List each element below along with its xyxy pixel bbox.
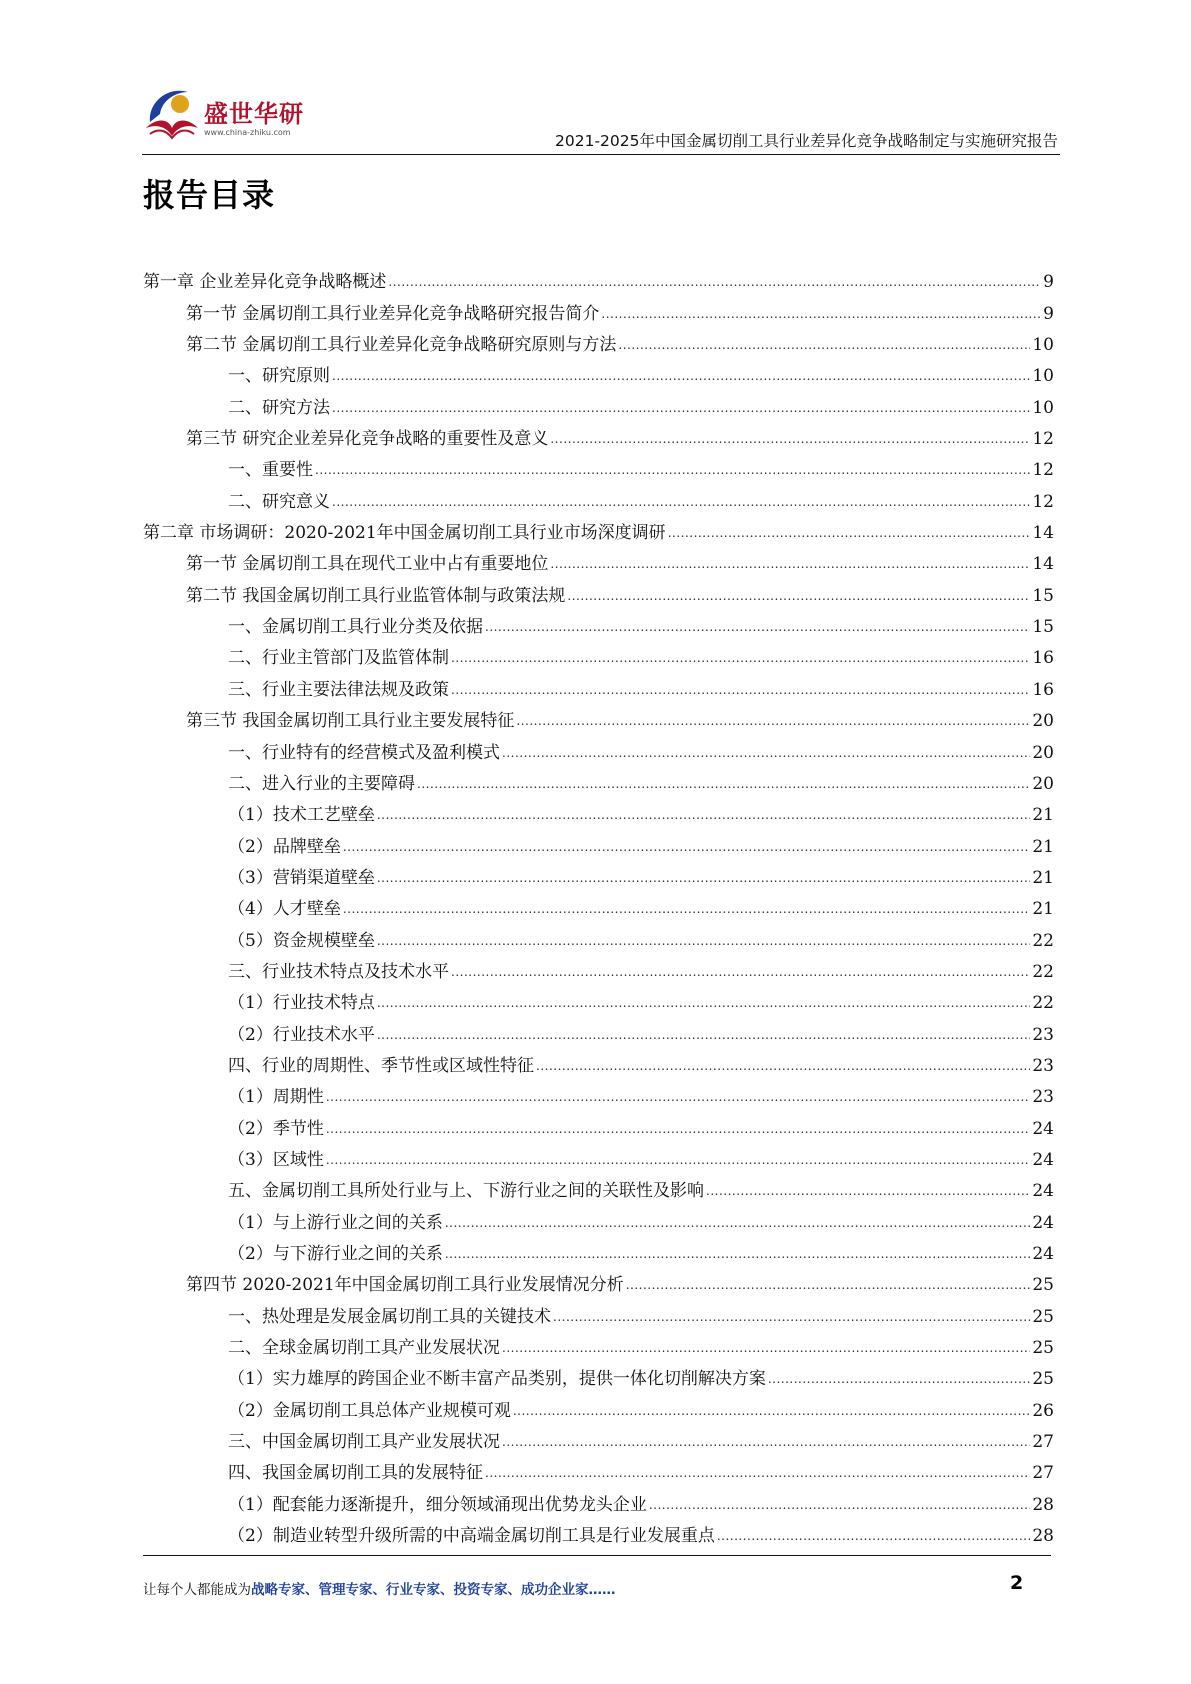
toc-leader-dots [326,1152,1031,1168]
toc-leader-dots [377,933,1031,949]
toc-entry[interactable] [143,732,1054,763]
toc-entry-label: 一、研究原则 [228,366,330,387]
footer-slogan-prefix: 让每个人都能成为 [143,1582,251,1598]
toc-entry[interactable] [143,1171,1054,1202]
toc-leader-dots [451,964,1030,980]
toc-entry[interactable] [143,795,1054,826]
table-of-contents [143,262,1054,1547]
page-number: 2 [1010,1572,1024,1594]
toc-entry[interactable] [143,1296,1054,1327]
toc-entry-page: 25 [1032,1306,1054,1327]
toc-entry[interactable] [143,293,1054,324]
toc-leader-dots [626,1277,1031,1293]
toc-entry-label: （2）制造业转型升级所需的中高端金属切削工具是行业发展重点 [228,1526,715,1547]
toc-entry[interactable] [143,325,1054,356]
toc-entry[interactable] [143,889,1054,920]
toc-entry-page: 25 [1032,1338,1054,1359]
toc-entry-label: 三、行业主要法律法规及政策 [228,679,449,700]
toc-entry-label: 二、进入行业的主要障碍 [228,773,415,794]
toc-leader-dots [601,306,1041,322]
toc-entry-page: 10 [1032,397,1054,418]
toc-entry-page: 23 [1032,1024,1054,1045]
toc-entry-label: 二、全球金属切削工具产业发展状况 [228,1338,500,1359]
footer-divider [143,1555,1051,1556]
toc-entry-page: 12 [1032,460,1054,481]
toc-entry-page: 14 [1032,554,1054,575]
toc-leader-dots [377,870,1031,886]
toc-entry-label: 第三节 我国金属切削工具行业主要发展特征 [186,711,515,732]
toc-entry-page: 12 [1032,429,1054,450]
toc-entry-label: （4）人才壁垒 [228,899,341,920]
toc-entry-page: 22 [1032,993,1054,1014]
toc-entry-label: 三、行业技术特点及技术水平 [228,961,449,982]
toc-entry-label: （2）与下游行业之间的关系 [228,1244,443,1264]
toc-entry-page: 27 [1032,1463,1054,1484]
toc-entry[interactable] [143,638,1054,669]
toc-entry[interactable] [143,1265,1054,1296]
toc-entry-label: （3）区域性 [228,1149,324,1170]
toc-leader-dots [485,1465,1030,1481]
toc-entry-label: 一、热处理是发展金属切削工具的关键技术 [228,1306,551,1327]
toc-entry[interactable] [143,826,1054,857]
toc-entry-page: 21 [1032,867,1054,888]
report-title: 2021-2025年中国金属切削工具行业差异化竞争战略制定与实施研究报告 [555,132,1058,150]
toc-entry-label: 第二章 市场调研：2020-2021年中国金属切削工具行业市场深度调研 [143,523,666,544]
toc-entry[interactable] [143,764,1054,795]
toc-entry[interactable] [143,387,1054,418]
toc-leader-dots [326,1121,1031,1137]
toc-entry-page: 15 [1032,585,1054,606]
toc-entry-page: 24 [1032,1212,1054,1233]
toc-entry-label: 二、研究方法 [228,397,330,418]
toc-entry-page: 21 [1032,899,1054,920]
toc-entry-label: 二、行业主管部门及监管体制 [228,648,449,669]
toc-entry-label: （5）资金规模壁垒 [228,930,375,951]
toc-entry-page: 20 [1032,711,1054,732]
toc-entry[interactable] [143,1484,1054,1515]
toc-leader-dots [315,462,1030,478]
toc-entry-page: 21 [1032,805,1054,826]
toc-leader-dots [343,901,1031,917]
toc-entry-label: 第三节 研究企业差异化竞争战略的重要性及意义 [186,429,549,450]
toc-entry[interactable] [143,858,1054,889]
toc-entry-page: 24 [1032,1244,1054,1264]
toc-entry-page: 20 [1032,742,1054,763]
toc-entry-page: 10 [1032,366,1054,387]
toc-leader-dots [550,431,1030,447]
toc-entry-page: 20 [1032,773,1054,794]
logo-url: www.china-zhiku.com [204,128,291,137]
toc-entry-page: 25 [1032,1275,1054,1296]
toc-entry-label: 一、行业特有的经营模式及盈利模式 [228,742,500,763]
toc-entry[interactable] [143,669,1054,700]
toc-leader-dots [388,274,1041,290]
toc-entry[interactable] [143,356,1054,387]
toc-entry-label: （1）行业技术特点 [228,993,375,1014]
toc-entry-label: 五、金属切削工具所处行业与上、下游行业之间的关联性及影响 [228,1181,704,1202]
toc-leader-dots [618,337,1030,353]
toc-leader-dots [451,650,1030,666]
toc-entry[interactable] [143,419,1054,450]
toc-leader-dots [326,1089,1031,1105]
toc-leader-dots [706,1183,1030,1199]
toc-entry-label: 四、我国金属切削工具的发展特征 [228,1463,483,1484]
toc-entry-label: 第四节 2020-2021年中国金属切削工具行业发展情况分析 [186,1275,624,1296]
toc-entry-page: 24 [1032,1149,1054,1170]
toc-entry-page: 28 [1032,1494,1054,1515]
toc-entry-page: 24 [1032,1118,1054,1139]
page-header [142,78,1060,158]
toc-entry[interactable] [143,1014,1054,1045]
toc-leader-dots [377,807,1031,823]
toc-entry[interactable] [143,920,1054,951]
toc-entry[interactable] [143,575,1054,606]
toc-entry-label: 第一章 企业差异化竞争战略概述 [143,272,387,293]
toc-entry-page: 26 [1032,1400,1054,1421]
toc-entry[interactable] [143,450,1054,481]
toc-entry[interactable] [143,1077,1054,1108]
toc-entry-page: 23 [1032,1087,1054,1108]
toc-entry[interactable] [143,1108,1054,1139]
toc-leader-dots [668,525,1031,541]
toc-entry-page: 21 [1032,836,1054,857]
toc-leader-dots [768,1371,1031,1387]
toc-entry-page: 22 [1032,961,1054,982]
toc-leader-dots [502,1340,1030,1356]
toc-entry-page: 15 [1032,617,1054,638]
toc-leader-dots [377,1027,1031,1043]
toc-entry-page: 16 [1032,679,1054,700]
toc-leader-dots [717,1528,1031,1544]
footer-slogan-emphasis: 战略专家、管理专家、行业专家、投资专家、成功企业家…… [251,1582,616,1598]
toc-entry[interactable] [143,1390,1054,1421]
toc-entry-page: 14 [1032,523,1054,544]
toc-entry[interactable] [143,1359,1054,1390]
toc-entry[interactable] [143,1328,1054,1359]
toc-entry[interactable] [143,1453,1054,1484]
toc-entry-label: （1）实力雄厚的跨国企业不断丰富产品类别，提供一体化切削解决方案 [228,1369,766,1390]
toc-leader-dots [445,1246,1031,1262]
toc-entry[interactable] [143,1140,1054,1171]
toc-leader-dots [451,682,1030,698]
toc-leader-dots [445,1215,1031,1231]
toc-entry-label: 三、中国金属切削工具产业发展状况 [228,1432,500,1453]
brand-logo [142,84,312,148]
toc-entry-label: 四、行业的周期性、季节性或区域性特征 [228,1055,534,1076]
toc-entry-label: 一、重要性 [228,460,313,481]
toc-entry-page: 9 [1043,272,1054,293]
header-divider [142,154,1060,155]
toc-entry-label: （2）金属切削工具总体产业规模可观 [228,1400,511,1421]
brand-emblem-icon [142,84,202,144]
toc-entry-label: （2）行业技术水平 [228,1024,375,1045]
toc-entry-label: （1）周期性 [228,1087,324,1108]
toc-entry-page: 23 [1032,1055,1054,1076]
toc-entry-page: 24 [1032,1181,1054,1202]
toc-entry[interactable] [143,544,1054,575]
toc-entry-page: 28 [1032,1526,1054,1547]
toc-entry-page: 22 [1032,930,1054,951]
toc-entry-page: 12 [1032,491,1054,512]
toc-entry-label: （2）季节性 [228,1118,324,1139]
footer-slogan [143,1578,616,1598]
toc-leader-dots [332,494,1030,510]
toc-leader-dots [332,400,1030,416]
toc-entry-page: 27 [1032,1432,1054,1453]
toc-leader-dots [567,588,1030,604]
toc-entry[interactable] [143,1046,1054,1077]
toc-entry[interactable] [143,1516,1054,1547]
toc-entry-label: 二、研究意义 [228,491,330,512]
toc-entry[interactable] [143,1234,1054,1265]
toc-entry-page: 16 [1032,648,1054,669]
toc-entry[interactable] [143,513,1054,544]
toc-leader-dots [377,995,1031,1011]
toc-entry-label: 第二节 金属切削工具行业差异化竞争战略研究原则与方法 [186,335,617,356]
toc-entry-label: （3）营销渠道壁垒 [228,867,375,888]
toc-entry-label: 第一节 金属切削工具行业差异化竞争战略研究报告简介 [186,303,600,324]
toc-entry[interactable] [143,701,1054,732]
toc-leader-dots [649,1497,1031,1513]
toc-leader-dots [536,1058,1030,1074]
toc-entry-label: 第一节 金属切削工具在现代工业中占有重要地位 [186,554,549,575]
toc-entry[interactable] [143,1422,1054,1453]
toc-entry-page: 9 [1043,303,1054,324]
toc-leader-dots [502,1434,1030,1450]
toc-leader-dots [332,368,1030,384]
toc-leader-dots [502,745,1030,761]
toc-heading: 报告目录 [143,176,276,214]
toc-entry-label: （1）与上游行业之间的关系 [228,1212,443,1233]
toc-entry-page: 10 [1032,335,1054,356]
toc-leader-dots [553,1309,1030,1325]
toc-entry[interactable] [143,607,1054,638]
toc-leader-dots [550,556,1030,572]
toc-entry[interactable] [143,481,1054,512]
toc-entry[interactable] [143,262,1054,293]
toc-leader-dots [513,1403,1031,1419]
toc-leader-dots [516,713,1030,729]
logo-name: 盛世华研 [204,100,304,128]
toc-leader-dots [417,776,1030,792]
toc-entry[interactable] [143,983,1054,1014]
toc-leader-dots [343,839,1031,855]
toc-entry-label: （1）配套能力逐渐提升，细分领域涌现出优势龙头企业 [228,1494,647,1515]
toc-leader-dots [485,619,1030,635]
toc-entry-page: 25 [1032,1369,1054,1390]
toc-entry-label: 一、金属切削工具行业分类及依据 [228,617,483,638]
toc-entry-label: （1）技术工艺壁垒 [228,805,375,826]
toc-entry-label: 第二节 我国金属切削工具行业监管体制与政策法规 [186,585,566,606]
toc-entry[interactable] [143,1202,1054,1233]
toc-entry-label: （2）品牌壁垒 [228,836,341,857]
toc-entry[interactable] [143,952,1054,983]
